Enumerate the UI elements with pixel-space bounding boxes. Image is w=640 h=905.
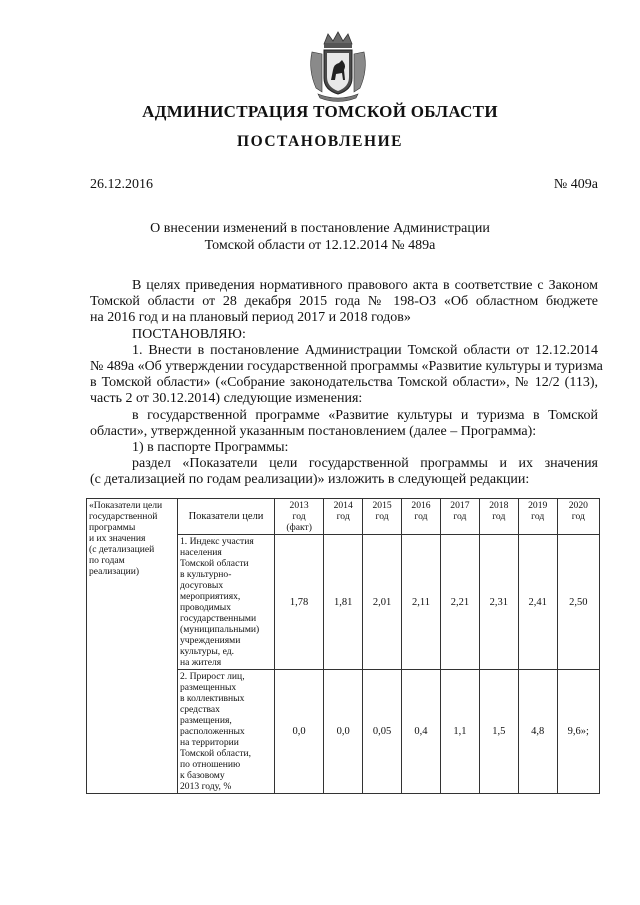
value-cell: 0,4	[402, 670, 441, 794]
year-header-cell: 2020 год	[557, 499, 599, 535]
document-number: № 409а	[553, 177, 598, 192]
year-header-cell: 2015 год	[363, 499, 402, 535]
year-header-cell: 2017 год	[440, 499, 479, 535]
year-header-cell: 2018 год	[479, 499, 518, 535]
body-line: раздел «Показатели цели государственной программы и их значения	[132, 456, 598, 472]
goal-label-line: «Показатели цели	[89, 500, 163, 511]
goal-label-line: по годам	[89, 555, 125, 566]
body-line: (с детализацией по годам реализации)» изложить в следующей редакции:	[90, 472, 530, 488]
year-header-cell: 2019 год	[518, 499, 557, 535]
body-line-decree: ПОСТАНОВЛЯЮ:	[132, 326, 246, 342]
value-cell: 0,05	[363, 670, 402, 794]
table-header-row	[87, 499, 600, 535]
goal-label-line: реализации)	[89, 566, 140, 577]
indicator-cell: 1. Индекс участия населения Томской области в культурно- досуговых мероприятиях, проводимых государственными (муниципальными) учреждениями культуры, ед. на жителя	[178, 535, 275, 670]
value-cell: 4,8	[518, 670, 557, 794]
body-line: Томской области от 28 декабря 2015 года № 198-ОЗ «Об областном бюджете	[90, 294, 598, 310]
document-body	[90, 278, 603, 489]
body-line: области», утвержденной указанным постановлением (далее – Программа):	[90, 423, 537, 439]
value-cell: 2,21	[440, 535, 479, 670]
body-line: в Томской области» («Собрание законодательства Томской области», № 12/2 (113),	[90, 375, 598, 391]
value-cell: 1,81	[324, 535, 363, 670]
value-cell: 0,0	[324, 670, 363, 794]
year-header-cell: 2016 год	[402, 499, 441, 535]
indicator-cell: 2. Прирост лиц, размещенных в коллективных средствах размещения, расположенных на территории Томской области, по отношению к базовому 2013 году, %	[178, 670, 275, 794]
subject-line: О внесении изменений в постановление Администрации	[150, 221, 490, 236]
body-line: на 2016 год и на плановый период 2017 и 2018 годов»	[90, 310, 411, 326]
goal-label-line: и их значения	[89, 533, 146, 544]
value-cell: 2,41	[518, 535, 557, 670]
goal-label-cell	[87, 499, 178, 794]
value-cell: 1,1	[440, 670, 479, 794]
indicators-table	[86, 498, 600, 794]
body-line: часть 2 от 30.12.2014) следующие изменения:	[90, 391, 363, 407]
value-cell: 1,78	[275, 535, 324, 670]
document-type-title: ПОСТАНОВЛЕНИЕ	[237, 133, 403, 150]
value-cell: 1,5	[479, 670, 518, 794]
goal-label-line: программы	[89, 522, 136, 533]
document-subject	[0, 220, 640, 254]
value-cell: 0,0	[275, 670, 324, 794]
body-line: в государственной программе «Развитие культуры и туризма в Томской	[132, 407, 598, 423]
coat-of-arms-icon	[304, 30, 372, 102]
body-line: 1. Внести в постановление Администрации Томской области от 12.12.2014	[132, 342, 598, 358]
subject-line: Томской области от 12.12.2014 № 489а	[204, 238, 436, 253]
body-line: № 489а «Об утверждении государственной программы «Развитие культуры и туризма	[90, 359, 603, 375]
body-line: 1) в паспорте Программы:	[132, 440, 289, 456]
goal-label-line: государственной	[89, 511, 158, 522]
value-cell: 2,01	[363, 535, 402, 670]
year-header-cell: 2014 год	[324, 499, 363, 535]
value-cell: 2,31	[479, 535, 518, 670]
document-date: 26.12.2016	[90, 177, 153, 192]
indicators-header-cell: Показатели цели	[178, 499, 275, 535]
value-cell: 9,6»;	[557, 670, 599, 794]
goal-label-line: (с детализацией	[89, 544, 155, 555]
body-line: В целях приведения нормативного правового акта в соответствие с Законом	[132, 278, 598, 293]
year-header-cell: 2013 год (факт)	[275, 499, 324, 535]
value-cell: 2,50	[557, 535, 599, 670]
value-cell: 2,11	[402, 535, 441, 670]
organization-title: АДМИНИСТРАЦИЯ ТОМСКОЙ ОБЛАСТИ	[142, 102, 498, 121]
